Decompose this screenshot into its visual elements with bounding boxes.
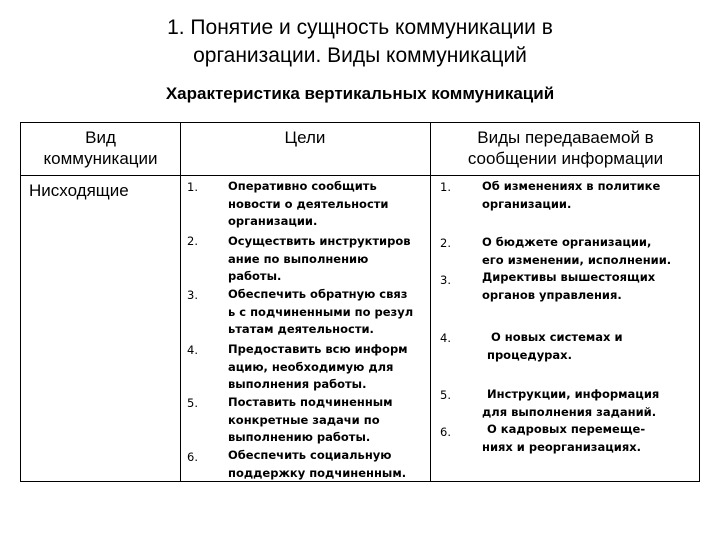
- goal-line: поддержку подчиненным.: [228, 465, 407, 480]
- header-divider: [21, 175, 699, 176]
- info-line: органов управления.: [482, 287, 622, 302]
- goal-line: новости о деятельности: [228, 196, 389, 211]
- goal-number: 1.: [187, 180, 198, 194]
- info-line: О кадровых перемеще-: [487, 422, 646, 436]
- communication-kind: Нисходящие: [29, 181, 129, 200]
- header-info-line-2: сообщении информации: [467, 149, 664, 168]
- info-line: для выполнения заданий.: [482, 404, 657, 419]
- goal-line: выполнению работы.: [228, 430, 371, 444]
- goal-line: работы.: [228, 269, 282, 283]
- info-line: Об изменениях в политике: [482, 179, 661, 193]
- goal-line: ьтатам деятельности.: [228, 322, 374, 336]
- header-info-line-1: Виды передаваемой в: [477, 128, 654, 147]
- info-line: процедурах.: [487, 347, 572, 362]
- goal-line: ание по выполнению: [228, 251, 369, 266]
- goal-line: выполнения работы.: [228, 377, 367, 391]
- column-divider: [430, 123, 431, 481]
- title-line-1: 1. Понятие и сущность коммуникации в: [167, 16, 553, 39]
- goal-line: организации.: [228, 214, 318, 228]
- info-line: ниях и реорганизациях.: [482, 439, 642, 454]
- info-line: Инструкции, информация: [487, 387, 660, 401]
- info-number: 2.: [440, 236, 451, 250]
- header-kind-line-2: коммуникации: [43, 149, 158, 168]
- goal-number: 4.: [187, 343, 198, 357]
- goal-text: [228, 447, 406, 482]
- column-divider: [180, 123, 181, 481]
- info-line: его изменении, исполнении.: [482, 252, 672, 267]
- info-text: [482, 234, 671, 304]
- goal-line: Осуществить инструктиров: [228, 234, 411, 248]
- info-text: [487, 329, 623, 364]
- communications-table: [20, 122, 700, 482]
- goal-number: 2.: [187, 234, 198, 248]
- info-line: Директивы вышестоящих: [482, 270, 656, 284]
- table-caption: Характеристика вертикальных коммуникаций: [165, 84, 555, 103]
- info-text: [482, 386, 659, 456]
- info-number: 3.: [440, 273, 451, 287]
- goal-line: Обеспечить социальную: [228, 448, 392, 462]
- goal-line: конкретные задачи по: [228, 412, 380, 427]
- goal-line: Поставить подчиненным: [228, 395, 393, 409]
- goal-number: 6.: [187, 450, 198, 464]
- info-text: [482, 178, 660, 213]
- goal-text: [228, 178, 389, 231]
- goal-text: [228, 286, 413, 339]
- header-info: [430, 127, 701, 169]
- goal-text: [228, 394, 393, 447]
- header-kind-line-1: Вид: [85, 128, 116, 147]
- goal-line: Обеспечить обратную связ: [228, 287, 408, 301]
- goal-line: Предоставить всю информ: [228, 342, 408, 356]
- info-line: О новых системах и: [491, 330, 623, 344]
- info-number: 5.: [440, 388, 451, 402]
- goal-line: ацию, необходимую для: [228, 359, 394, 374]
- page-title: [60, 14, 660, 70]
- goal-number: 3.: [187, 288, 198, 302]
- goal-text: [228, 341, 408, 394]
- header-kind: [21, 127, 180, 169]
- title-line-2: организации. Виды коммуникаций: [193, 44, 527, 67]
- info-number: 1.: [440, 180, 451, 194]
- info-line: О бюджете организации,: [482, 235, 652, 249]
- goal-text: [228, 233, 411, 286]
- goal-line: Оперативно сообщить: [228, 179, 377, 193]
- info-number: 4.: [440, 331, 451, 345]
- header-goals: Цели: [284, 128, 326, 147]
- info-number: 6.: [440, 425, 451, 439]
- goal-line: ь с подчиненными по резул: [228, 304, 414, 319]
- goal-number: 5.: [187, 396, 198, 410]
- info-line: организации.: [482, 196, 572, 211]
